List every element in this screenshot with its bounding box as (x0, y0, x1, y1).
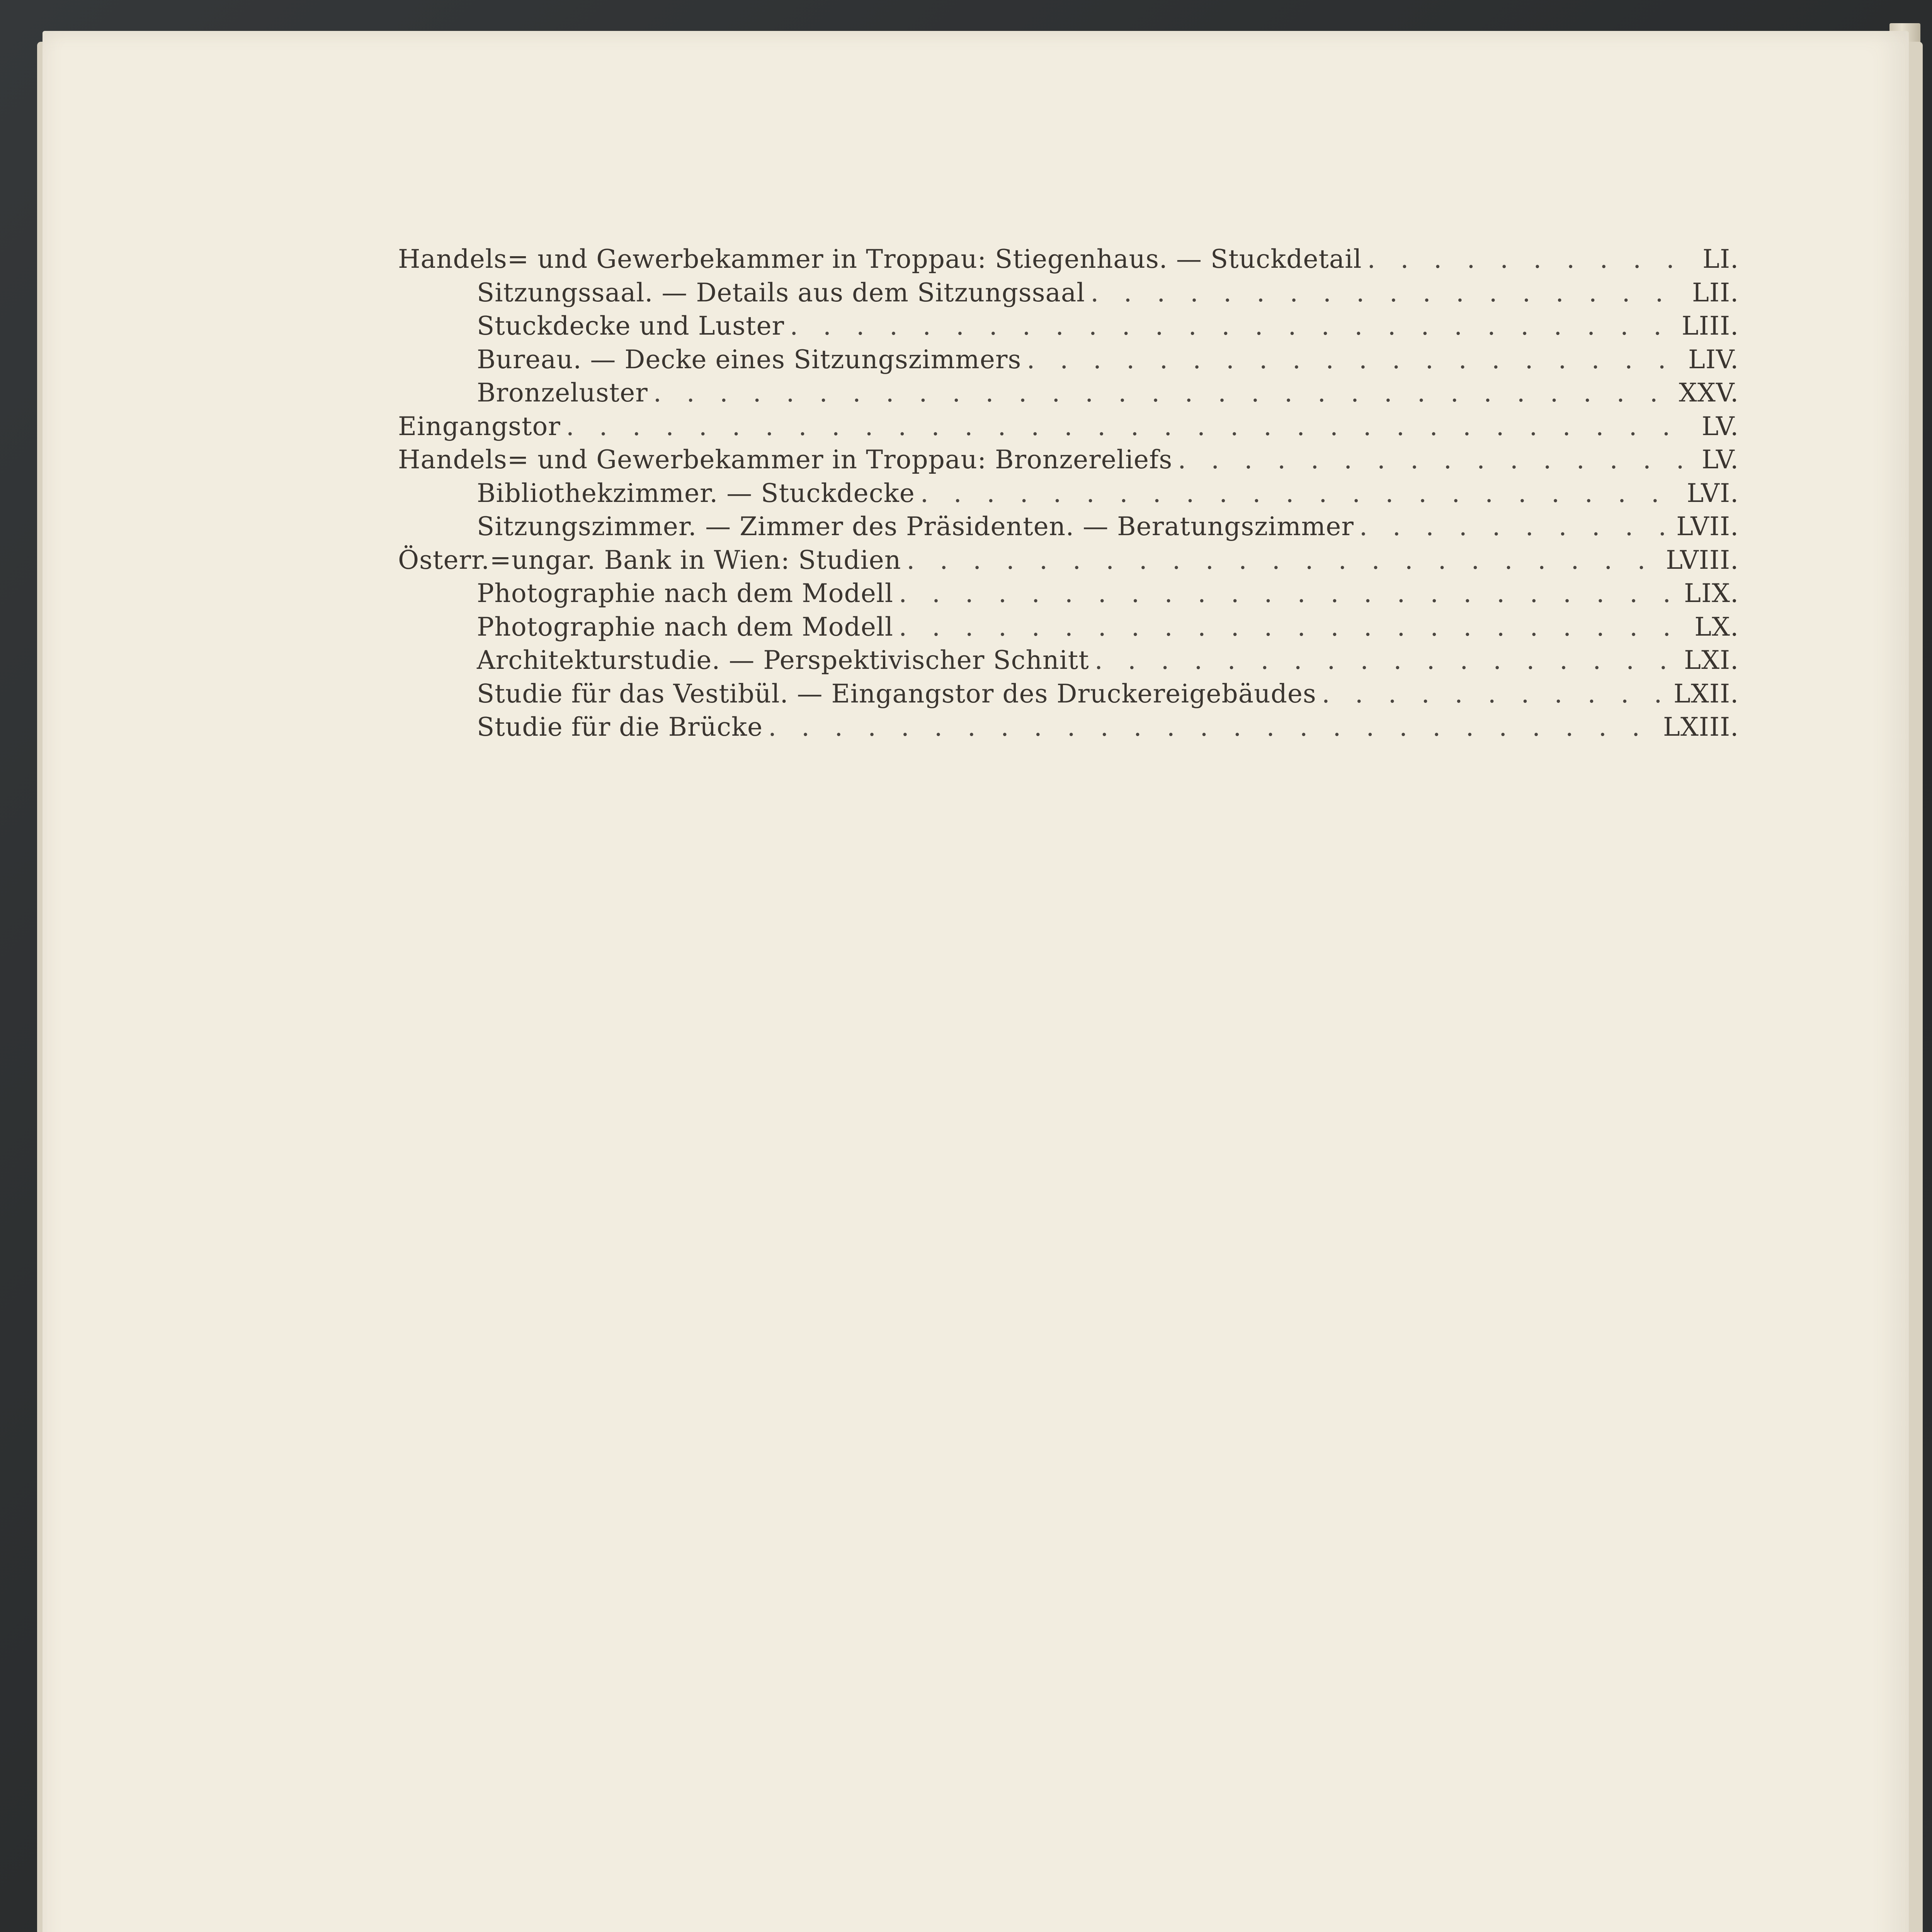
toc-entry (398, 711, 1739, 744)
toc-plate-number: LIII. (1681, 311, 1739, 341)
toc-entry (398, 376, 1739, 410)
toc-leader-dots (1178, 443, 1696, 477)
toc-entry-title: Photographie nach dem Modell (477, 578, 893, 608)
toc-entry (398, 477, 1739, 510)
toc-entry-title: Photographie nach dem Modell (477, 612, 893, 642)
toc-entry (398, 677, 1739, 711)
toc-plate-number: LVI. (1687, 478, 1739, 508)
toc-leader-dots (906, 544, 1660, 577)
table-of-contents (398, 243, 1739, 744)
toc-entry (398, 276, 1739, 310)
toc-plate-number: LXI. (1684, 645, 1739, 675)
toc-leader-dots (920, 477, 1682, 510)
toc-entry-title: Sitzungssaal. — Details aus dem Sitzungssaal (477, 277, 1085, 308)
toc-entry-title: Architekturstudie. — Perspektivischer Schnitt (477, 645, 1089, 675)
toc-entry-title: Studie für das Vestibül. — Eingangstor des Druckereigebäudes (477, 679, 1316, 709)
toc-plate-number: LVIII. (1666, 545, 1739, 575)
toc-plate-number: LIX. (1684, 578, 1739, 608)
toc-plate-number: LVII. (1676, 512, 1739, 541)
toc-entry (398, 644, 1739, 677)
toc-plate-number: LII. (1692, 277, 1739, 308)
toc-leader-dots (1367, 243, 1697, 276)
toc-plate-number: LI. (1702, 244, 1739, 274)
toc-leader-dots (1359, 510, 1671, 544)
toc-leader-dots (899, 577, 1679, 611)
toc-leader-dots (1027, 343, 1683, 377)
toc-entry-title: Bronzeluster (477, 378, 648, 408)
toc-leader-dots (790, 310, 1676, 343)
toc-plate-number: XXV. (1679, 378, 1739, 408)
toc-leader-dots (1095, 644, 1679, 677)
toc-entry-title: Bibliothekzimmer. — Stuckdecke (477, 478, 915, 508)
toc-entry-title: Studie für die Brücke (477, 712, 763, 742)
toc-leader-dots (768, 711, 1658, 744)
toc-plate-number: LX. (1694, 612, 1739, 642)
toc-plate-number: LXII. (1673, 679, 1739, 709)
toc-entry-title: Bureau. — Decke eines Sitzungszimmers (477, 344, 1022, 374)
toc-entry-title: Eingangstor (398, 411, 561, 441)
toc-entry-title: Sitzungszimmer. — Zimmer des Präsidenten. — Beratungszimmer (477, 512, 1354, 541)
toc-leader-dots (899, 611, 1689, 644)
toc-entry-title: Handels= und Gewerbekammer in Troppau: Bronzereliefs (398, 445, 1173, 474)
toc-entry (398, 310, 1739, 343)
toc-leader-dots (566, 410, 1696, 444)
toc-entry (398, 443, 1739, 477)
toc-entry (398, 343, 1739, 377)
toc-entry (398, 544, 1739, 577)
toc-entry (398, 611, 1739, 644)
toc-entry (398, 510, 1739, 544)
toc-entry (398, 410, 1739, 444)
toc-leader-dots (653, 376, 1673, 410)
toc-entry (398, 243, 1739, 276)
toc-entry-title: Stuckdecke und Luster (477, 311, 785, 341)
toc-plate-number: LV. (1701, 411, 1739, 441)
toc-leader-dots (1322, 677, 1668, 711)
toc-plate-number: LV. (1701, 445, 1739, 474)
toc-plate-number: LXIII. (1663, 712, 1739, 742)
toc-entry-title: Österr.=ungar. Bank in Wien: Studien (398, 545, 901, 575)
toc-plate-number: LIV. (1688, 344, 1739, 374)
toc-entry (398, 577, 1739, 611)
toc-entry-title: Handels= und Gewerbekammer in Troppau: Stiegenhaus. — Stuckdetail (398, 244, 1362, 274)
toc-leader-dots (1090, 276, 1687, 310)
